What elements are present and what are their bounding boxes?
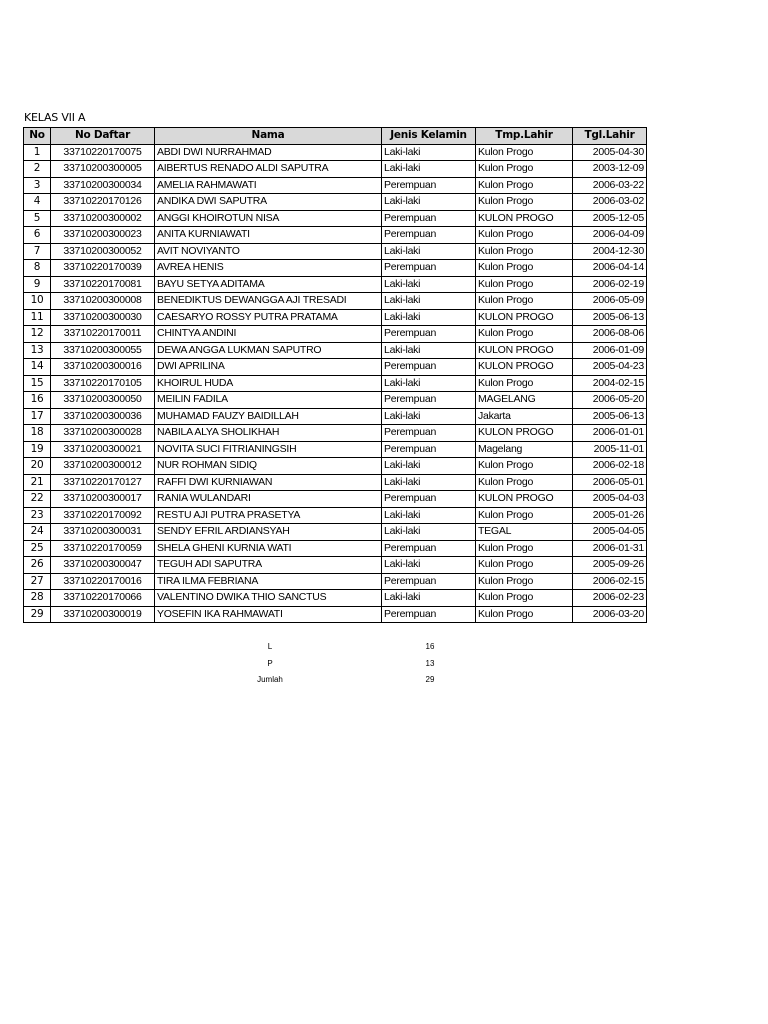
cell-no: 2 (24, 161, 51, 178)
cell-nama: KHOIRUL HUDA (155, 375, 382, 392)
cell-no-daftar: 33710200300031 (51, 524, 155, 541)
table-row (24, 540, 647, 557)
cell-tgl-lahir: 2005-04-30 (573, 144, 647, 161)
cell-no: 5 (24, 210, 51, 227)
cell-jenis-kelamin: Perempuan (382, 359, 476, 376)
table-row (24, 392, 647, 409)
cell-no: 15 (24, 375, 51, 392)
cell-jenis-kelamin: Perempuan (382, 606, 476, 623)
summary-value: 13 (425, 658, 435, 668)
cell-no-daftar: 33710200300021 (51, 441, 155, 458)
cell-no-daftar: 33710220170075 (51, 144, 155, 161)
cell-jenis-kelamin: Laki-laki (382, 408, 476, 425)
cell-nama: ABDI DWI NURRAHMAD (155, 144, 382, 161)
table-row (24, 260, 647, 277)
table-row (24, 375, 647, 392)
cell-no-daftar: 33710200300055 (51, 342, 155, 359)
cell-no: 8 (24, 260, 51, 277)
cell-no: 21 (24, 474, 51, 491)
cell-no-daftar: 33710200300017 (51, 491, 155, 508)
cell-tgl-lahir: 2003-12-09 (573, 161, 647, 178)
cell-tmp-lahir: Magelang (476, 441, 573, 458)
table-row (24, 425, 647, 442)
cell-tgl-lahir: 2004-02-15 (573, 375, 647, 392)
cell-tgl-lahir: 2005-04-03 (573, 491, 647, 508)
cell-tgl-lahir: 2005-06-13 (573, 408, 647, 425)
table-row (24, 276, 647, 293)
cell-jenis-kelamin: Laki-laki (382, 243, 476, 260)
cell-tgl-lahir: 2006-03-02 (573, 194, 647, 211)
cell-no-daftar: 33710200300002 (51, 210, 155, 227)
cell-no: 9 (24, 276, 51, 293)
table-row (24, 227, 647, 244)
cell-no-daftar: 33710220170066 (51, 590, 155, 607)
cell-jenis-kelamin: Perempuan (382, 392, 476, 409)
cell-tgl-lahir: 2006-04-14 (573, 260, 647, 277)
cell-no: 17 (24, 408, 51, 425)
cell-tmp-lahir: Kulon Progo (476, 474, 573, 491)
cell-tgl-lahir: 2005-06-13 (573, 309, 647, 326)
cell-no: 4 (24, 194, 51, 211)
cell-jenis-kelamin: Perempuan (382, 425, 476, 442)
cell-jenis-kelamin: Laki-laki (382, 524, 476, 541)
cell-jenis-kelamin: Perempuan (382, 260, 476, 277)
cell-no: 26 (24, 557, 51, 574)
table-row (24, 491, 647, 508)
cell-no: 14 (24, 359, 51, 376)
cell-nama: BENEDIKTUS DEWANGGA AJI TRESADI (155, 293, 382, 310)
cell-no: 23 (24, 507, 51, 524)
cell-jenis-kelamin: Perempuan (382, 540, 476, 557)
cell-jenis-kelamin: Perempuan (382, 177, 476, 194)
cell-tgl-lahir: 2006-05-01 (573, 474, 647, 491)
cell-no: 28 (24, 590, 51, 607)
table-row (24, 326, 647, 343)
summary-value: 16 (425, 642, 435, 651)
table-row (24, 144, 647, 161)
cell-no-daftar: 33710200300030 (51, 309, 155, 326)
cell-no: 29 (24, 606, 51, 623)
table-row (24, 557, 647, 574)
cell-no-daftar: 33710220170092 (51, 507, 155, 524)
cell-no-daftar: 33710200300019 (51, 606, 155, 623)
cell-no-daftar: 33710220170059 (51, 540, 155, 557)
cell-nama: CHINTYA ANDINI (155, 326, 382, 343)
cell-no: 6 (24, 227, 51, 244)
cell-nama: AVIT NOVIYANTO (155, 243, 382, 260)
sheet-title: KELAS VII A (24, 111, 86, 124)
cell-no-daftar: 33710200300012 (51, 458, 155, 475)
summary-row (0, 659, 768, 676)
cell-tmp-lahir: Kulon Progo (476, 590, 573, 607)
cell-tmp-lahir: Kulon Progo (476, 144, 573, 161)
cell-nama: ANDIKA DWI SAPUTRA (155, 194, 382, 211)
cell-nama: AMELIA RAHMAWATI (155, 177, 382, 194)
cell-no-daftar: 33710220170016 (51, 573, 155, 590)
cell-nama: DWI APRILINA (155, 359, 382, 376)
cell-no-daftar: 33710200300023 (51, 227, 155, 244)
cell-jenis-kelamin: Perempuan (382, 441, 476, 458)
header-nama: Nama (155, 128, 382, 145)
cell-no: 1 (24, 144, 51, 161)
table-row (24, 293, 647, 310)
cell-no: 20 (24, 458, 51, 475)
cell-no: 3 (24, 177, 51, 194)
cell-no: 13 (24, 342, 51, 359)
cell-tmp-lahir: KULON PROGO (476, 309, 573, 326)
table-row (24, 210, 647, 227)
table-row (24, 573, 647, 590)
table-row (24, 359, 647, 376)
cell-tmp-lahir: Kulon Progo (476, 194, 573, 211)
table-row (24, 590, 647, 607)
cell-nama: TIRA ILMA FEBRIANA (155, 573, 382, 590)
cell-nama: CAESARYO ROSSY PUTRA PRATAMA (155, 309, 382, 326)
cell-nama: RESTU AJI PUTRA PRASETYA (155, 507, 382, 524)
cell-nama: RAFFI DWI KURNIAWAN (155, 474, 382, 491)
cell-no-daftar: 33710200300034 (51, 177, 155, 194)
cell-tgl-lahir: 2006-03-22 (573, 177, 647, 194)
header-jenis-kelamin: Jenis Kelamin (382, 128, 476, 145)
cell-nama: AIBERTUS RENADO ALDI SAPUTRA (155, 161, 382, 178)
cell-no-daftar: 33710200300028 (51, 425, 155, 442)
cell-nama: AVREA HENIS (155, 260, 382, 277)
cell-tgl-lahir: 2005-01-26 (573, 507, 647, 524)
cell-tmp-lahir: Kulon Progo (476, 227, 573, 244)
cell-tmp-lahir: KULON PROGO (476, 359, 573, 376)
cell-no-daftar: 33710200300052 (51, 243, 155, 260)
cell-jenis-kelamin: Laki-laki (382, 590, 476, 607)
cell-no: 19 (24, 441, 51, 458)
summary-row (0, 642, 768, 659)
cell-no-daftar: 33710200300008 (51, 293, 155, 310)
summary-label: L (267, 642, 273, 651)
cell-tgl-lahir: 2006-05-09 (573, 293, 647, 310)
cell-nama: RANIA WULANDARI (155, 491, 382, 508)
cell-tmp-lahir: Kulon Progo (476, 276, 573, 293)
table-row (24, 342, 647, 359)
cell-nama: VALENTINO DWIKA THIO SANCTUS (155, 590, 382, 607)
cell-tmp-lahir: Kulon Progo (476, 293, 573, 310)
cell-no: 18 (24, 425, 51, 442)
cell-no: 11 (24, 309, 51, 326)
header-tmp-lahir: Tmp.Lahir (476, 128, 573, 145)
cell-nama: NABILA ALYA SHOLIKHAH (155, 425, 382, 442)
header-tgl-lahir: Tgl.Lahir (573, 128, 647, 145)
cell-tmp-lahir: MAGELANG (476, 392, 573, 409)
cell-jenis-kelamin: Laki-laki (382, 507, 476, 524)
cell-jenis-kelamin: Perempuan (382, 210, 476, 227)
cell-tmp-lahir: Kulon Progo (476, 326, 573, 343)
cell-tgl-lahir: 2005-09-26 (573, 557, 647, 574)
table-row (24, 507, 647, 524)
cell-jenis-kelamin: Perempuan (382, 227, 476, 244)
cell-tmp-lahir: Jakarta (476, 408, 573, 425)
cell-jenis-kelamin: Laki-laki (382, 375, 476, 392)
cell-nama: BAYU SETYA ADITAMA (155, 276, 382, 293)
cell-tmp-lahir: Kulon Progo (476, 161, 573, 178)
table-row (24, 243, 647, 260)
table-row (24, 309, 647, 326)
summary-label: P (267, 658, 273, 668)
cell-tgl-lahir: 2006-04-09 (573, 227, 647, 244)
table-row (24, 441, 647, 458)
cell-no: 7 (24, 243, 51, 260)
summary-label: Jumlah (257, 675, 283, 684)
cell-no: 24 (24, 524, 51, 541)
cell-jenis-kelamin: Laki-laki (382, 309, 476, 326)
cell-tgl-lahir: 2004-12-30 (573, 243, 647, 260)
table-row (24, 474, 647, 491)
cell-tgl-lahir: 2006-02-15 (573, 573, 647, 590)
cell-jenis-kelamin: Laki-laki (382, 342, 476, 359)
cell-nama: DEWA ANGGA LUKMAN SAPUTRO (155, 342, 382, 359)
cell-tgl-lahir: 2006-02-23 (573, 590, 647, 607)
cell-no: 16 (24, 392, 51, 409)
cell-tgl-lahir: 2006-01-31 (573, 540, 647, 557)
cell-tmp-lahir: Kulon Progo (476, 458, 573, 475)
cell-nama: TEGUH ADI SAPUTRA (155, 557, 382, 574)
cell-tmp-lahir: Kulon Progo (476, 375, 573, 392)
cell-tgl-lahir: 2005-04-05 (573, 524, 647, 541)
cell-nama: ANGGI KHOIROTUN NISA (155, 210, 382, 227)
cell-tgl-lahir: 2006-02-18 (573, 458, 647, 475)
cell-tgl-lahir: 2006-01-09 (573, 342, 647, 359)
cell-jenis-kelamin: Perempuan (382, 491, 476, 508)
cell-tgl-lahir: 2005-04-23 (573, 359, 647, 376)
cell-no-daftar: 33710200300005 (51, 161, 155, 178)
table-row (24, 194, 647, 211)
cell-tgl-lahir: 2006-03-20 (573, 606, 647, 623)
table-row (24, 177, 647, 194)
student-table (23, 127, 647, 623)
cell-tmp-lahir: KULON PROGO (476, 491, 573, 508)
summary-row (0, 675, 768, 692)
cell-jenis-kelamin: Laki-laki (382, 458, 476, 475)
cell-nama: NOVITA SUCI FITRIANINGSIH (155, 441, 382, 458)
header-no-daftar: No Daftar (51, 128, 155, 145)
cell-no-daftar: 33710200300047 (51, 557, 155, 574)
cell-tmp-lahir: Kulon Progo (476, 507, 573, 524)
cell-jenis-kelamin: Laki-laki (382, 161, 476, 178)
cell-nama: MEILIN FADILA (155, 392, 382, 409)
cell-tmp-lahir: Kulon Progo (476, 540, 573, 557)
cell-jenis-kelamin: Laki-laki (382, 194, 476, 211)
cell-tmp-lahir: Kulon Progo (476, 573, 573, 590)
cell-no-daftar: 33710220170081 (51, 276, 155, 293)
table-row (24, 606, 647, 623)
cell-nama: NUR ROHMAN SIDIQ (155, 458, 382, 475)
cell-tmp-lahir: KULON PROGO (476, 425, 573, 442)
cell-tmp-lahir: KULON PROGO (476, 210, 573, 227)
cell-nama: ANITA KURNIAWATI (155, 227, 382, 244)
cell-jenis-kelamin: Perempuan (382, 573, 476, 590)
gender-summary (0, 642, 768, 692)
cell-tgl-lahir: 2005-12-05 (573, 210, 647, 227)
table-header-row (24, 128, 647, 145)
cell-tmp-lahir: Kulon Progo (476, 260, 573, 277)
cell-tgl-lahir: 2006-02-19 (573, 276, 647, 293)
cell-no: 25 (24, 540, 51, 557)
cell-jenis-kelamin: Laki-laki (382, 144, 476, 161)
cell-tgl-lahir: 2005-11-01 (573, 441, 647, 458)
cell-jenis-kelamin: Laki-laki (382, 474, 476, 491)
cell-nama: SHELA GHENI KURNIA WATI (155, 540, 382, 557)
cell-nama: SENDY EFRIL ARDIANSYAH (155, 524, 382, 541)
cell-tgl-lahir: 2006-08-06 (573, 326, 647, 343)
table-row (24, 524, 647, 541)
cell-no: 22 (24, 491, 51, 508)
table-row (24, 161, 647, 178)
table-row (24, 408, 647, 425)
cell-no-daftar: 33710220170127 (51, 474, 155, 491)
cell-nama: MUHAMAD FAUZY BAIDILLAH (155, 408, 382, 425)
cell-jenis-kelamin: Perempuan (382, 326, 476, 343)
cell-no-daftar: 33710200300050 (51, 392, 155, 409)
cell-no: 27 (24, 573, 51, 590)
cell-no: 10 (24, 293, 51, 310)
cell-no-daftar: 33710200300036 (51, 408, 155, 425)
cell-tmp-lahir: KULON PROGO (476, 342, 573, 359)
cell-nama: YOSEFIN IKA RAHMAWATI (155, 606, 382, 623)
cell-tmp-lahir: Kulon Progo (476, 557, 573, 574)
table-body (24, 144, 647, 623)
cell-no-daftar: 33710200300016 (51, 359, 155, 376)
cell-no-daftar: 33710220170126 (51, 194, 155, 211)
cell-jenis-kelamin: Laki-laki (382, 276, 476, 293)
cell-no-daftar: 33710220170105 (51, 375, 155, 392)
cell-jenis-kelamin: Laki-laki (382, 557, 476, 574)
cell-no: 12 (24, 326, 51, 343)
cell-tmp-lahir: TEGAL (476, 524, 573, 541)
header-no: No (24, 128, 51, 145)
summary-value: 29 (425, 675, 435, 684)
cell-tgl-lahir: 2006-01-01 (573, 425, 647, 442)
table-row (24, 458, 647, 475)
cell-tgl-lahir: 2006-05-20 (573, 392, 647, 409)
cell-no-daftar: 33710220170011 (51, 326, 155, 343)
cell-tmp-lahir: Kulon Progo (476, 243, 573, 260)
cell-tmp-lahir: Kulon Progo (476, 606, 573, 623)
cell-jenis-kelamin: Laki-laki (382, 293, 476, 310)
cell-no-daftar: 33710220170039 (51, 260, 155, 277)
cell-tmp-lahir: Kulon Progo (476, 177, 573, 194)
